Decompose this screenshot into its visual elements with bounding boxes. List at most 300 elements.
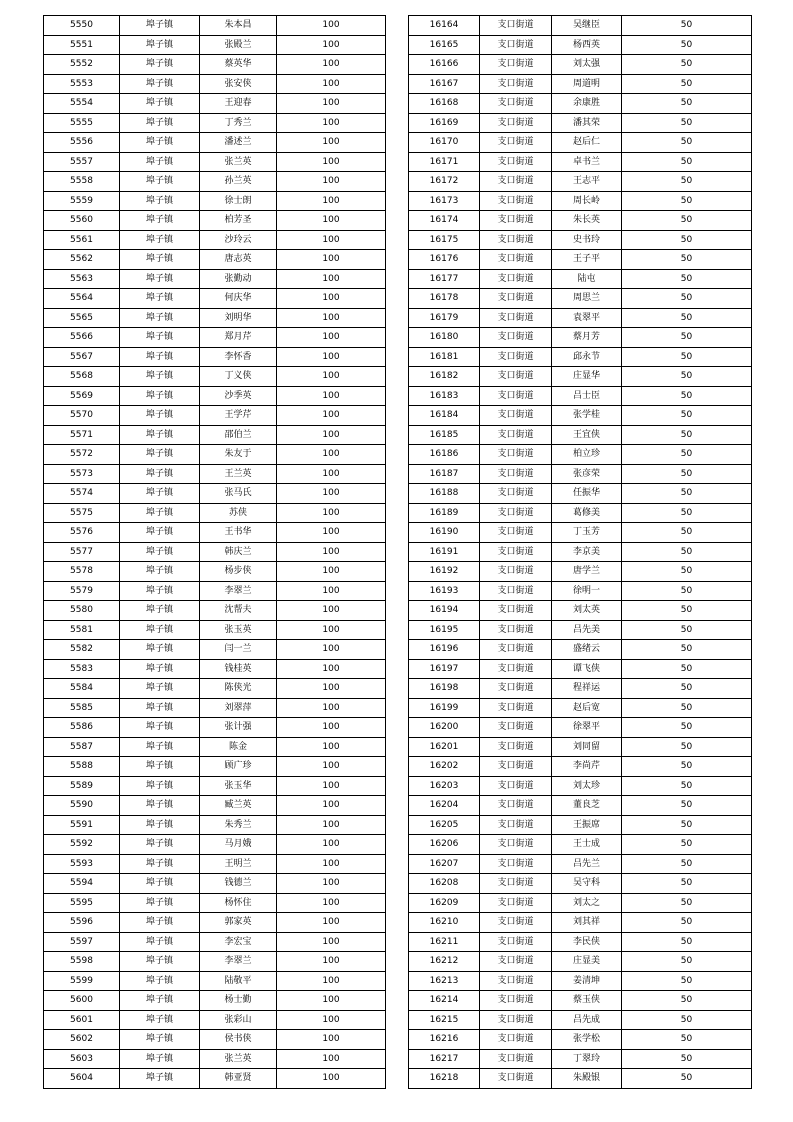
seq-cell: 16172 [409,172,480,192]
name-cell: 徐翠平 [552,718,622,738]
town-cell: 支口街道 [480,230,552,250]
town-cell: 支口街道 [480,562,552,582]
name-cell: 刘同留 [552,737,622,757]
table-row [44,347,386,367]
table-row [409,932,752,952]
seq-cell: 5558 [44,172,120,192]
town-cell: 埠子镇 [120,308,200,328]
amount-cell: 50 [622,133,752,153]
seq-cell: 16184 [409,406,480,426]
seq-cell: 5598 [44,952,120,972]
table-row [44,913,386,933]
town-cell: 支口街道 [480,55,552,75]
table-row [409,464,752,484]
name-cell: 史书玲 [552,230,622,250]
amount-cell: 50 [622,523,752,543]
seq-cell: 5554 [44,94,120,114]
name-cell: 王志平 [552,172,622,192]
amount-cell: 100 [277,367,386,387]
seq-cell: 5588 [44,757,120,777]
amount-cell: 50 [622,328,752,348]
town-cell: 埠子镇 [120,1049,200,1069]
town-cell: 支口街道 [480,776,552,796]
name-cell: 邱永节 [552,347,622,367]
name-cell: 张兰英 [200,1049,277,1069]
seq-cell: 5575 [44,503,120,523]
town-cell: 支口街道 [480,328,552,348]
name-cell: 顾广珍 [200,757,277,777]
name-cell: 苏侠 [200,503,277,523]
town-cell: 埠子镇 [120,913,200,933]
name-cell: 程祥运 [552,679,622,699]
name-cell: 丁翠玲 [552,1049,622,1069]
table-row [44,16,386,36]
amount-cell: 100 [277,230,386,250]
town-cell: 支口街道 [480,191,552,211]
name-cell: 蔡英华 [200,55,277,75]
town-cell: 埠子镇 [120,328,200,348]
town-cell: 支口街道 [480,1030,552,1050]
table-row [409,601,752,621]
town-cell: 埠子镇 [120,211,200,231]
town-cell: 支口街道 [480,347,552,367]
amount-cell: 100 [277,1010,386,1030]
name-cell: 王宜侠 [552,425,622,445]
name-cell: 赵后宽 [552,698,622,718]
table-row [44,991,386,1011]
seq-cell: 16164 [409,16,480,36]
town-cell: 支口街道 [480,601,552,621]
name-cell: 陆敬平 [200,971,277,991]
table-row [44,562,386,582]
seq-cell: 16209 [409,893,480,913]
table-row [409,406,752,426]
name-cell: 刘太之 [552,893,622,913]
name-cell: 张计强 [200,718,277,738]
amount-cell: 50 [622,172,752,192]
name-cell: 张学松 [552,1030,622,1050]
table-row [44,542,386,562]
seq-cell: 16201 [409,737,480,757]
name-cell: 赵后仁 [552,133,622,153]
town-cell: 支口街道 [480,113,552,133]
seq-cell: 16177 [409,269,480,289]
seq-cell: 5570 [44,406,120,426]
seq-cell: 16179 [409,308,480,328]
town-cell: 支口街道 [480,16,552,36]
name-cell: 张兰英 [200,152,277,172]
seq-cell: 5551 [44,35,120,55]
town-cell: 支口街道 [480,932,552,952]
town-cell: 埠子镇 [120,55,200,75]
name-cell: 潘其荣 [552,113,622,133]
amount-cell: 50 [622,796,752,816]
table-row [409,991,752,1011]
town-cell: 埠子镇 [120,74,200,94]
name-cell: 王兰英 [200,464,277,484]
town-cell: 支口街道 [480,523,552,543]
table-row [409,1010,752,1030]
table-row [44,874,386,894]
name-cell: 姜清坤 [552,971,622,991]
amount-cell: 50 [622,718,752,738]
town-cell: 埠子镇 [120,152,200,172]
table-row [44,796,386,816]
amount-cell: 50 [622,542,752,562]
name-cell: 王学芹 [200,406,277,426]
seq-cell: 16192 [409,562,480,582]
seq-cell: 5562 [44,250,120,270]
seq-cell: 5596 [44,913,120,933]
town-cell: 埠子镇 [120,835,200,855]
seq-cell: 16196 [409,640,480,660]
town-cell: 支口街道 [480,952,552,972]
table-row [44,952,386,972]
town-cell: 支口街道 [480,796,552,816]
name-cell: 郭家英 [200,913,277,933]
town-cell: 支口街道 [480,737,552,757]
table-row [44,523,386,543]
amount-cell: 100 [277,913,386,933]
town-cell: 埠子镇 [120,94,200,114]
seq-cell: 5576 [44,523,120,543]
seq-cell: 5601 [44,1010,120,1030]
name-cell: 吕先成 [552,1010,622,1030]
town-cell: 支口街道 [480,1010,552,1030]
amount-cell: 50 [622,581,752,601]
seq-cell: 5574 [44,484,120,504]
name-cell: 余康胜 [552,94,622,114]
table-row [409,133,752,153]
amount-cell: 50 [622,893,752,913]
seq-cell: 16189 [409,503,480,523]
table-row [44,250,386,270]
town-cell: 埠子镇 [120,737,200,757]
seq-cell: 5553 [44,74,120,94]
name-cell: 张马氏 [200,484,277,504]
table-row [44,55,386,75]
amount-cell: 100 [277,718,386,738]
amount-cell: 50 [622,35,752,55]
name-cell: 张彦荣 [552,464,622,484]
name-cell: 吕先兰 [552,854,622,874]
table-row [44,620,386,640]
amount-cell: 100 [277,776,386,796]
amount-cell: 50 [622,386,752,406]
amount-cell: 100 [277,113,386,133]
seq-cell: 5565 [44,308,120,328]
town-cell: 埠子镇 [120,133,200,153]
table-row [409,425,752,445]
seq-cell: 5561 [44,230,120,250]
seq-cell: 16204 [409,796,480,816]
table-row [409,796,752,816]
amount-cell: 50 [622,932,752,952]
seq-cell: 16173 [409,191,480,211]
table-row [409,776,752,796]
amount-cell: 100 [277,386,386,406]
seq-cell: 16174 [409,211,480,231]
table-row [44,386,386,406]
amount-cell: 100 [277,74,386,94]
town-cell: 支口街道 [480,698,552,718]
amount-cell: 100 [277,328,386,348]
town-cell: 埠子镇 [120,172,200,192]
table-row [44,503,386,523]
seq-cell: 5559 [44,191,120,211]
seq-cell: 5589 [44,776,120,796]
town-cell: 支口街道 [480,893,552,913]
town-cell: 支口街道 [480,854,552,874]
seq-cell: 16181 [409,347,480,367]
name-cell: 徐明一 [552,581,622,601]
town-cell: 埠子镇 [120,484,200,504]
town-cell: 支口街道 [480,991,552,1011]
seq-cell: 5587 [44,737,120,757]
table-row [44,893,386,913]
amount-cell: 100 [277,250,386,270]
table-row [44,425,386,445]
seq-cell: 5568 [44,367,120,387]
amount-cell: 50 [622,757,752,777]
table-row [44,659,386,679]
name-cell: 陈金 [200,737,277,757]
amount-cell: 50 [622,1030,752,1050]
table-row [44,94,386,114]
table-row [409,113,752,133]
seq-cell: 16200 [409,718,480,738]
name-cell: 韩亚贤 [200,1069,277,1089]
town-cell: 埠子镇 [120,874,200,894]
name-cell: 丁义侠 [200,367,277,387]
table-row [44,757,386,777]
amount-cell: 50 [622,659,752,679]
name-cell: 杨步侠 [200,562,277,582]
table-row [44,854,386,874]
table-row [409,620,752,640]
name-cell: 马月娥 [200,835,277,855]
town-cell: 支口街道 [480,913,552,933]
amount-cell: 100 [277,94,386,114]
table-row [44,601,386,621]
town-cell: 埠子镇 [120,601,200,621]
table-row [44,971,386,991]
town-cell: 埠子镇 [120,406,200,426]
table-row [44,1010,386,1030]
table-row [44,737,386,757]
amount-cell: 50 [622,464,752,484]
table-row [409,757,752,777]
name-cell: 王士成 [552,835,622,855]
seq-cell: 16176 [409,250,480,270]
amount-cell: 100 [277,835,386,855]
amount-cell: 50 [622,679,752,699]
table-row [409,445,752,465]
name-cell: 张玉华 [200,776,277,796]
right-table [408,15,752,1089]
name-cell: 吕士臣 [552,386,622,406]
name-cell: 李宏宝 [200,932,277,952]
amount-cell: 50 [622,952,752,972]
name-cell: 陆屯 [552,269,622,289]
seq-cell: 16175 [409,230,480,250]
name-cell: 刘太英 [552,601,622,621]
amount-cell: 50 [622,55,752,75]
table-row [44,640,386,660]
table-row [409,55,752,75]
town-cell: 埠子镇 [120,640,200,660]
name-cell: 唐志英 [200,250,277,270]
seq-cell: 5593 [44,854,120,874]
amount-cell: 50 [622,601,752,621]
name-cell: 吕先美 [552,620,622,640]
name-cell: 潘述兰 [200,133,277,153]
seq-cell: 16186 [409,445,480,465]
table-row [409,328,752,348]
seq-cell: 16183 [409,386,480,406]
seq-cell: 5556 [44,133,120,153]
town-cell: 支口街道 [480,406,552,426]
town-cell: 埠子镇 [120,503,200,523]
amount-cell: 100 [277,308,386,328]
town-cell: 支口街道 [480,620,552,640]
name-cell: 孙兰英 [200,172,277,192]
seq-cell: 5600 [44,991,120,1011]
town-cell: 支口街道 [480,94,552,114]
town-cell: 支口街道 [480,35,552,55]
amount-cell: 100 [277,815,386,835]
town-cell: 支口街道 [480,718,552,738]
town-cell: 支口街道 [480,308,552,328]
town-cell: 埠子镇 [120,893,200,913]
town-cell: 支口街道 [480,1049,552,1069]
town-cell: 支口街道 [480,679,552,699]
name-cell: 吴守科 [552,874,622,894]
name-cell: 王明兰 [200,854,277,874]
table-row [409,386,752,406]
amount-cell: 100 [277,191,386,211]
name-cell: 李翠兰 [200,952,277,972]
seq-cell: 5577 [44,542,120,562]
amount-cell: 100 [277,445,386,465]
name-cell: 唐学兰 [552,562,622,582]
table-row [44,230,386,250]
name-cell: 丁玉芳 [552,523,622,543]
seq-cell: 16188 [409,484,480,504]
amount-cell: 50 [622,971,752,991]
seq-cell: 16213 [409,971,480,991]
town-cell: 支口街道 [480,74,552,94]
town-cell: 支口街道 [480,542,552,562]
town-cell: 埠子镇 [120,581,200,601]
amount-cell: 100 [277,347,386,367]
town-cell: 埠子镇 [120,854,200,874]
amount-cell: 50 [622,913,752,933]
seq-cell: 16165 [409,35,480,55]
table-row [44,211,386,231]
town-cell: 埠子镇 [120,757,200,777]
name-cell: 张安侠 [200,74,277,94]
town-cell: 埠子镇 [120,659,200,679]
amount-cell: 50 [622,94,752,114]
table-row [44,835,386,855]
table-row [44,113,386,133]
town-cell: 埠子镇 [120,113,200,133]
seq-cell: 16210 [409,913,480,933]
table-row [409,172,752,192]
name-cell: 庄显华 [552,367,622,387]
name-cell: 吴继臣 [552,16,622,36]
seq-cell: 5567 [44,347,120,367]
table-row [409,94,752,114]
town-cell: 埠子镇 [120,679,200,699]
seq-cell: 16215 [409,1010,480,1030]
name-cell: 周长岭 [552,191,622,211]
amount-cell: 50 [622,16,752,36]
seq-cell: 16208 [409,874,480,894]
seq-cell: 5578 [44,562,120,582]
table-row [409,152,752,172]
table-row [44,776,386,796]
amount-cell: 100 [277,55,386,75]
name-cell: 臧兰英 [200,796,277,816]
seq-cell: 16191 [409,542,480,562]
table-row [44,289,386,309]
table-row [409,952,752,972]
amount-cell: 50 [622,191,752,211]
table-row [409,289,752,309]
name-cell: 朱友于 [200,445,277,465]
table-row [44,191,386,211]
name-cell: 杨士勤 [200,991,277,1011]
amount-cell: 100 [277,269,386,289]
name-cell: 徐士朗 [200,191,277,211]
table-row [409,659,752,679]
name-cell: 王迎春 [200,94,277,114]
amount-cell: 50 [622,445,752,465]
table-row [409,16,752,36]
name-cell: 朱本昌 [200,16,277,36]
table-row [409,718,752,738]
amount-cell: 100 [277,503,386,523]
town-cell: 埠子镇 [120,776,200,796]
amount-cell: 50 [622,562,752,582]
name-cell: 任振华 [552,484,622,504]
table-row [409,640,752,660]
amount-cell: 100 [277,211,386,231]
table-row [409,542,752,562]
seq-cell: 16168 [409,94,480,114]
seq-cell: 16206 [409,835,480,855]
seq-cell: 16207 [409,854,480,874]
name-cell: 何庆华 [200,289,277,309]
seq-cell: 5550 [44,16,120,36]
amount-cell: 100 [277,464,386,484]
town-cell: 埠子镇 [120,542,200,562]
amount-cell: 100 [277,523,386,543]
amount-cell: 50 [622,308,752,328]
table-row [44,718,386,738]
table-row [44,581,386,601]
amount-cell: 100 [277,874,386,894]
name-cell: 杨怀住 [200,893,277,913]
name-cell: 张学桂 [552,406,622,426]
name-cell: 沈帮夫 [200,601,277,621]
seq-cell: 16203 [409,776,480,796]
name-cell: 庄显美 [552,952,622,972]
table-row [409,1069,752,1089]
name-cell: 郑月芹 [200,328,277,348]
